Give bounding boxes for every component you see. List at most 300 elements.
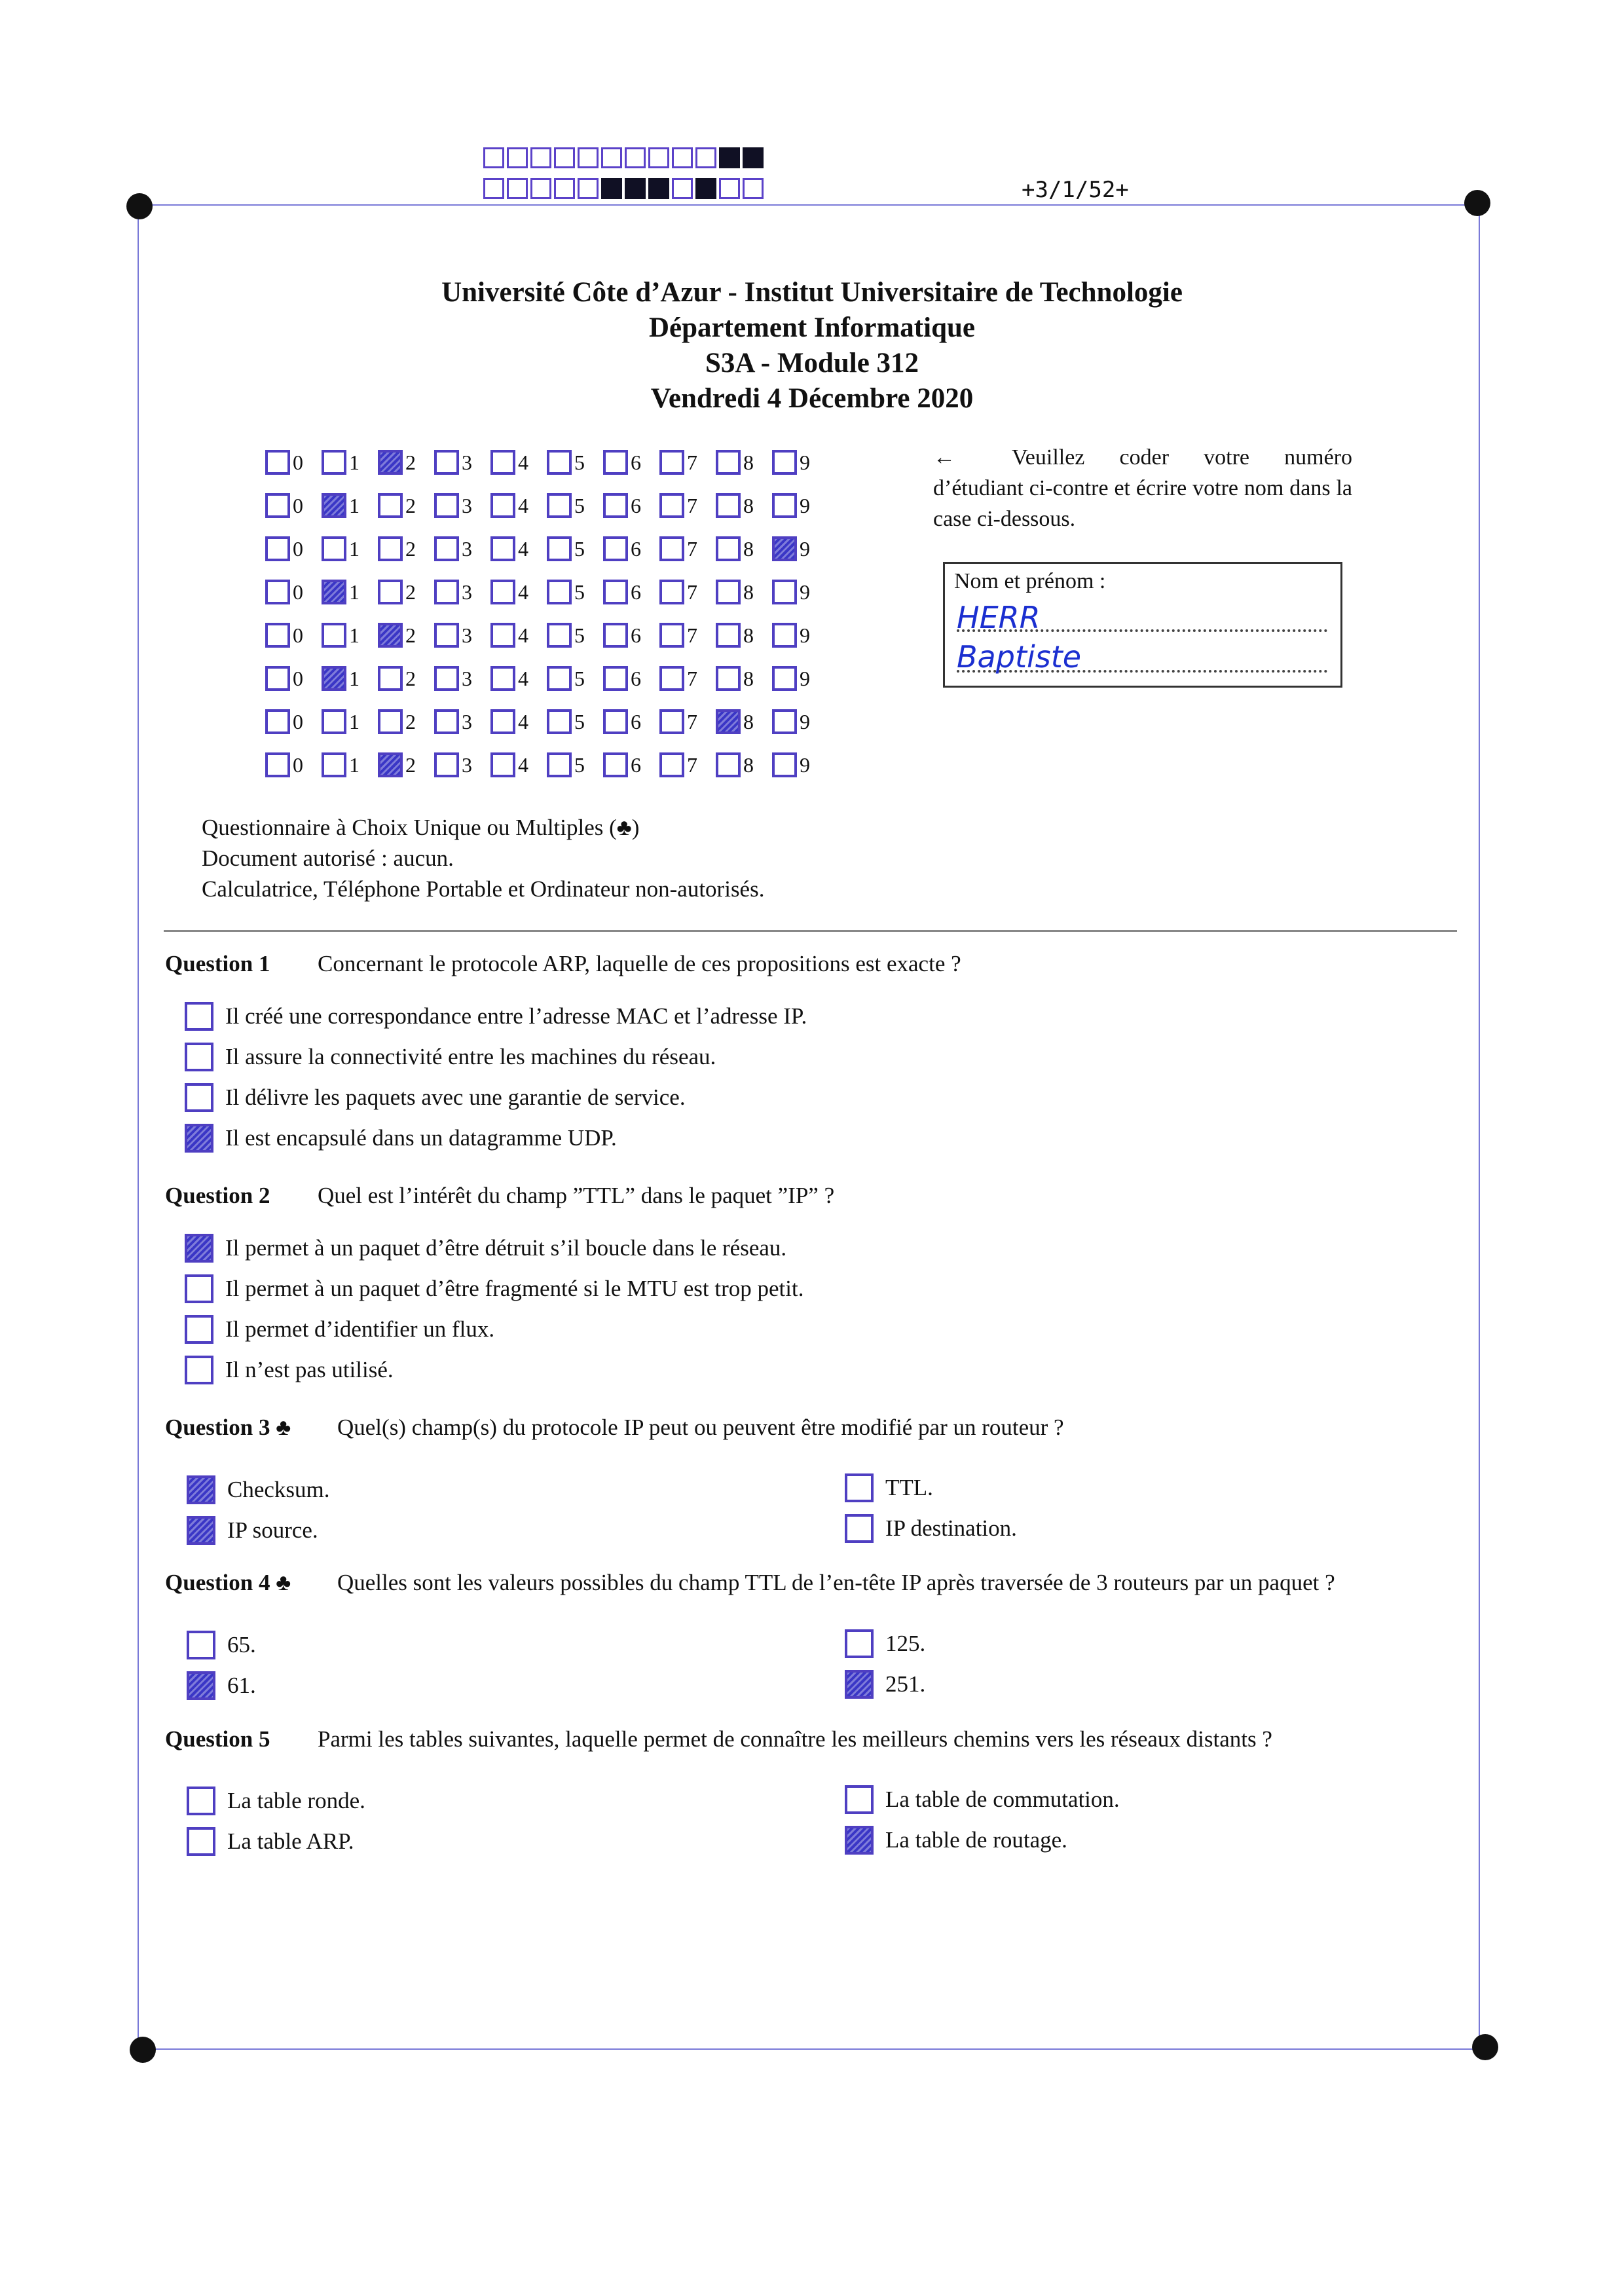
student-id-row (265, 657, 828, 700)
answer-checkbox[interactable] (187, 1631, 215, 1659)
barcode-cell (530, 147, 551, 168)
digit-checkbox[interactable] (716, 493, 741, 518)
answer-checkbox[interactable] (185, 1356, 213, 1384)
digit-checkbox-checked[interactable] (322, 580, 346, 604)
digit-checkbox[interactable] (490, 580, 515, 604)
digit-option[interactable] (716, 493, 772, 518)
digit-checkbox[interactable] (490, 709, 515, 734)
digit-label: 1 (349, 623, 360, 647)
digit-option[interactable] (772, 580, 828, 604)
digit-option[interactable] (772, 623, 828, 648)
digit-checkbox[interactable] (265, 666, 290, 691)
digit-label: 2 (405, 580, 416, 604)
digit-option[interactable] (772, 752, 828, 777)
digit-option[interactable] (265, 623, 322, 648)
digit-option[interactable] (659, 450, 716, 475)
digit-option[interactable] (603, 623, 659, 648)
digit-checkbox[interactable] (490, 450, 515, 475)
digit-checkbox-checked[interactable] (322, 666, 346, 691)
digit-option[interactable] (322, 450, 378, 475)
digit-checkbox[interactable] (265, 450, 290, 475)
digit-option[interactable] (265, 493, 322, 518)
answer-option[interactable] (845, 1670, 925, 1699)
digit-checkbox[interactable] (265, 623, 290, 648)
digit-checkbox[interactable] (716, 450, 741, 475)
digit-checkbox[interactable] (772, 709, 797, 734)
digit-option[interactable] (265, 536, 322, 561)
digit-label: 3 (462, 493, 472, 517)
answer-option[interactable] (187, 1475, 330, 1504)
barcode-cell (507, 147, 528, 168)
digit-checkbox[interactable] (322, 623, 346, 648)
answer-checkbox-checked[interactable] (187, 1671, 215, 1700)
digit-option[interactable] (547, 536, 603, 561)
answer-label: IP destination. (885, 1515, 1017, 1541)
info-devices: Calculatrice, Téléphone Portable et Ordinateur non-autorisés. (202, 876, 765, 902)
answer-option[interactable] (845, 1785, 1120, 1814)
digit-label: 2 (405, 709, 416, 733)
digit-checkbox[interactable] (716, 752, 741, 777)
digit-option[interactable] (434, 666, 490, 691)
digit-option[interactable] (378, 536, 434, 561)
digit-checkbox[interactable] (434, 493, 459, 518)
barcode-row-2 (483, 178, 764, 199)
exam-header (0, 275, 1624, 417)
digit-option[interactable] (434, 450, 490, 475)
digit-option[interactable] (659, 709, 716, 734)
digit-checkbox[interactable] (434, 666, 459, 691)
question-text: Concernant le protocole ARP, laquelle de ces propositions est exacte ? (318, 951, 961, 976)
digit-checkbox[interactable] (378, 493, 403, 518)
question-number: Question 3 ♣ (165, 1415, 291, 1440)
digit-checkbox-checked[interactable] (378, 752, 403, 777)
digit-option[interactable] (434, 709, 490, 734)
digit-label: 4 (518, 709, 528, 733)
digit-label: 3 (462, 536, 472, 561)
digit-option[interactable] (716, 709, 772, 734)
digit-checkbox[interactable] (434, 752, 459, 777)
handwritten-last-name: HERR (957, 600, 1041, 635)
digit-option[interactable] (547, 450, 603, 475)
digit-label: 2 (405, 752, 416, 777)
barcode-cell (601, 147, 622, 168)
digit-checkbox[interactable] (547, 450, 572, 475)
question-text: Quel(s) champ(s) du protocole IP peut ou peuvent être modifié par un routeur ? (337, 1415, 1064, 1440)
digit-option[interactable] (378, 493, 434, 518)
digit-option[interactable] (378, 450, 434, 475)
digit-checkbox[interactable] (434, 450, 459, 475)
digit-checkbox[interactable] (322, 536, 346, 561)
digit-checkbox[interactable] (659, 752, 684, 777)
digit-label: 9 (800, 623, 810, 647)
digit-checkbox[interactable] (603, 580, 628, 604)
digit-option[interactable] (434, 752, 490, 777)
digit-option[interactable] (659, 580, 716, 604)
digit-checkbox[interactable] (772, 493, 797, 518)
digit-checkbox[interactable] (659, 623, 684, 648)
digit-option[interactable] (490, 493, 547, 518)
answer-option[interactable] (185, 1002, 807, 1031)
digit-label: 3 (462, 580, 472, 604)
digit-option[interactable] (547, 752, 603, 777)
name-box-label: Nom et prénom : (954, 569, 1106, 593)
answer-label: Il n’est pas utilisé. (225, 1357, 394, 1382)
digit-option[interactable] (716, 536, 772, 561)
answer-checkbox[interactable] (845, 1473, 874, 1502)
answer-checkbox[interactable] (187, 1827, 215, 1856)
digit-option[interactable] (659, 493, 716, 518)
digit-option[interactable] (434, 493, 490, 518)
answer-checkbox[interactable] (185, 1083, 213, 1112)
digit-option[interactable] (603, 536, 659, 561)
digit-option[interactable] (603, 493, 659, 518)
digit-option[interactable] (603, 450, 659, 475)
digit-checkbox[interactable] (547, 709, 572, 734)
digit-option[interactable] (659, 623, 716, 648)
digit-option[interactable] (490, 709, 547, 734)
digit-option[interactable] (265, 752, 322, 777)
answer-label: Il permet d’identifier un flux. (225, 1316, 495, 1342)
digit-checkbox[interactable] (434, 709, 459, 734)
student-id-row (265, 743, 828, 787)
barcode-cell (625, 147, 646, 168)
digit-checkbox[interactable] (322, 450, 346, 475)
digit-checkbox[interactable] (265, 536, 290, 561)
digit-checkbox[interactable] (490, 752, 515, 777)
digit-checkbox[interactable] (603, 536, 628, 561)
digit-checkbox[interactable] (716, 623, 741, 648)
digit-checkbox[interactable] (772, 580, 797, 604)
answer-option[interactable] (187, 1787, 365, 1815)
digit-checkbox[interactable] (322, 709, 346, 734)
digit-option[interactable] (378, 709, 434, 734)
answer-label: IP source. (227, 1517, 318, 1543)
digit-label: 5 (574, 493, 585, 517)
digit-option[interactable] (322, 493, 378, 518)
answer-checkbox-checked[interactable] (845, 1670, 874, 1699)
digit-label: 7 (687, 666, 697, 690)
digit-option[interactable] (716, 623, 772, 648)
answer-checkbox-checked[interactable] (185, 1124, 213, 1153)
digit-checkbox[interactable] (716, 666, 741, 691)
digit-option[interactable] (716, 580, 772, 604)
barcode-cell (719, 147, 740, 168)
answer-label: 65. (227, 1632, 256, 1657)
answer-checkbox[interactable] (187, 1787, 215, 1815)
digit-option[interactable] (772, 493, 828, 518)
digit-label: 3 (462, 623, 472, 647)
answer-checkbox-checked[interactable] (185, 1234, 213, 1263)
answer-label: La table de commutation. (885, 1787, 1120, 1812)
digit-label: 7 (687, 580, 697, 604)
digit-label: 7 (687, 493, 697, 517)
digit-label: 9 (800, 536, 810, 561)
digit-option[interactable] (265, 580, 322, 604)
digit-label: 4 (518, 623, 528, 647)
digit-checkbox[interactable] (490, 536, 515, 561)
answer-label: TTL. (885, 1475, 933, 1500)
digit-checkbox[interactable] (659, 666, 684, 691)
digit-option[interactable] (603, 580, 659, 604)
digit-checkbox[interactable] (603, 752, 628, 777)
digit-option[interactable] (547, 580, 603, 604)
answer-label: Il permet à un paquet d’être fragmenté si le MTU est trop petit. (225, 1276, 804, 1301)
digit-checkbox[interactable] (490, 493, 515, 518)
answer-option[interactable] (185, 1083, 686, 1112)
question-number: Question 5 (165, 1726, 270, 1752)
digit-option[interactable] (772, 709, 828, 734)
digit-checkbox[interactable] (547, 623, 572, 648)
digit-label: 4 (518, 752, 528, 777)
answer-label: 125. (885, 1631, 926, 1656)
digit-label: 1 (349, 580, 360, 604)
digit-checkbox[interactable] (490, 623, 515, 648)
digit-option[interactable] (603, 666, 659, 691)
digit-checkbox[interactable] (547, 536, 572, 561)
digit-option[interactable] (547, 709, 603, 734)
digit-checkbox-checked[interactable] (772, 536, 797, 561)
digit-option[interactable] (265, 450, 322, 475)
digit-checkbox[interactable] (434, 536, 459, 561)
answer-option[interactable] (187, 1827, 354, 1856)
answer-checkbox[interactable] (185, 1043, 213, 1071)
digit-option[interactable] (378, 752, 434, 777)
barcode-cell (719, 178, 740, 199)
digit-checkbox[interactable] (547, 580, 572, 604)
digit-option[interactable] (322, 623, 378, 648)
answer-checkbox[interactable] (845, 1785, 874, 1814)
digit-option[interactable] (772, 536, 828, 561)
barcode-cell (648, 178, 669, 199)
digit-option[interactable] (716, 666, 772, 691)
digit-checkbox[interactable] (547, 493, 572, 518)
barcode-cell (554, 178, 575, 199)
digit-label: 0 (293, 493, 303, 517)
digit-label: 1 (349, 752, 360, 777)
answer-checkbox-checked[interactable] (845, 1826, 874, 1855)
answer-option[interactable] (185, 1315, 494, 1344)
digit-label: 1 (349, 709, 360, 733)
digit-label: 4 (518, 450, 528, 474)
digit-option[interactable] (490, 623, 547, 648)
digit-label: 6 (631, 536, 641, 561)
student-id-row (265, 614, 828, 657)
digit-checkbox[interactable] (716, 536, 741, 561)
digit-checkbox-checked[interactable] (716, 709, 741, 734)
digit-label: 9 (800, 752, 810, 777)
digit-label: 5 (574, 666, 585, 690)
digit-option[interactable] (378, 623, 434, 648)
registration-mark-top-right (1464, 190, 1490, 216)
question-text: Quel est l’intérêt du champ ”TTL” dans le paquet ”IP” ? (318, 1183, 835, 1208)
digit-label: 5 (574, 580, 585, 604)
digit-label: 4 (518, 536, 528, 561)
digit-checkbox[interactable] (772, 450, 797, 475)
digit-option[interactable] (322, 536, 378, 561)
answer-checkbox[interactable] (185, 1274, 213, 1303)
answer-option[interactable] (845, 1473, 933, 1502)
digit-label: 9 (800, 666, 810, 690)
digit-label: 8 (743, 536, 754, 561)
student-id-row (265, 527, 828, 570)
name-box[interactable] (943, 562, 1342, 688)
digit-option[interactable] (490, 752, 547, 777)
answer-checkbox[interactable] (185, 1002, 213, 1031)
digit-label: 1 (349, 450, 360, 474)
digit-checkbox[interactable] (659, 493, 684, 518)
answer-option[interactable] (185, 1124, 617, 1153)
barcode-cell (672, 178, 693, 199)
exam-info (202, 812, 764, 904)
answer-option[interactable] (845, 1826, 1067, 1855)
digit-label: 5 (574, 752, 585, 777)
digit-label: 9 (800, 450, 810, 474)
digit-label: 3 (462, 709, 472, 733)
digit-label: 6 (631, 493, 641, 517)
barcode-cell (625, 178, 646, 199)
digit-checkbox[interactable] (434, 623, 459, 648)
digit-label: 8 (743, 709, 754, 733)
digit-option[interactable] (434, 623, 490, 648)
answer-checkbox[interactable] (185, 1315, 213, 1344)
answer-checkbox[interactable] (845, 1629, 874, 1658)
digit-label: 2 (405, 623, 416, 647)
digit-checkbox[interactable] (378, 709, 403, 734)
digit-label: 4 (518, 580, 528, 604)
digit-checkbox-checked[interactable] (378, 623, 403, 648)
header-department: Département Informatique (649, 312, 975, 343)
digit-label: 5 (574, 536, 585, 561)
digit-checkbox[interactable] (322, 752, 346, 777)
answer-option[interactable] (185, 1356, 394, 1384)
digit-checkbox-checked[interactable] (322, 493, 346, 518)
digit-label: 2 (405, 493, 416, 517)
digit-option[interactable] (772, 450, 828, 475)
digit-option[interactable] (716, 752, 772, 777)
digit-checkbox[interactable] (603, 493, 628, 518)
digit-checkbox[interactable] (265, 709, 290, 734)
digit-option[interactable] (490, 580, 547, 604)
registration-mark-bottom-right (1472, 2034, 1498, 2060)
digit-checkbox[interactable] (659, 450, 684, 475)
answer-option[interactable] (185, 1234, 786, 1263)
answer-checkbox-checked[interactable] (187, 1475, 215, 1504)
digit-label: 0 (293, 450, 303, 474)
digit-label: 6 (631, 623, 641, 647)
digit-checkbox[interactable] (659, 709, 684, 734)
barcode-cell (578, 178, 599, 199)
digit-option[interactable] (490, 450, 547, 475)
digit-label: 6 (631, 450, 641, 474)
digit-option[interactable] (547, 623, 603, 648)
digit-label: 2 (405, 536, 416, 561)
digit-checkbox[interactable] (490, 666, 515, 691)
digit-option[interactable] (603, 709, 659, 734)
header-date: Vendredi 4 Décembre 2020 (650, 383, 974, 414)
digit-label: 0 (293, 580, 303, 604)
digit-checkbox[interactable] (659, 536, 684, 561)
digit-label: 8 (743, 580, 754, 604)
digit-checkbox[interactable] (547, 752, 572, 777)
digit-label: 3 (462, 752, 472, 777)
digit-option[interactable] (322, 752, 378, 777)
section-divider (164, 930, 1457, 932)
answer-option[interactable] (187, 1671, 256, 1700)
digit-checkbox[interactable] (265, 580, 290, 604)
digit-option[interactable] (434, 580, 490, 604)
digit-option[interactable] (490, 536, 547, 561)
digit-option[interactable] (265, 709, 322, 734)
digit-option[interactable] (772, 666, 828, 691)
digit-label: 8 (743, 493, 754, 517)
digit-option[interactable] (322, 666, 378, 691)
answer-label: La table ARP. (227, 1828, 354, 1854)
digit-option[interactable] (434, 536, 490, 561)
digit-option[interactable] (378, 666, 434, 691)
digit-checkbox[interactable] (772, 623, 797, 648)
digit-checkbox[interactable] (547, 666, 572, 691)
digit-checkbox[interactable] (603, 623, 628, 648)
answer-checkbox-checked[interactable] (187, 1516, 215, 1545)
digit-checkbox[interactable] (603, 666, 628, 691)
digit-option[interactable] (659, 666, 716, 691)
digit-checkbox-checked[interactable] (378, 450, 403, 475)
digit-label: 7 (687, 623, 697, 647)
digit-label: 0 (293, 709, 303, 733)
digit-checkbox[interactable] (659, 580, 684, 604)
digit-checkbox[interactable] (265, 493, 290, 518)
digit-label: 6 (631, 580, 641, 604)
barcode-cell (554, 147, 575, 168)
answer-option[interactable] (185, 1043, 716, 1071)
answer-label: Il assure la connectivité entre les machines du réseau. (225, 1044, 716, 1069)
digit-option[interactable] (322, 580, 378, 604)
digit-option[interactable] (716, 450, 772, 475)
answer-option[interactable] (187, 1631, 256, 1659)
digit-checkbox[interactable] (265, 752, 290, 777)
digit-checkbox[interactable] (378, 666, 403, 691)
digit-checkbox[interactable] (772, 666, 797, 691)
answer-label: 251. (885, 1671, 926, 1697)
digit-option[interactable] (547, 493, 603, 518)
question-number: Question 2 (165, 1183, 270, 1208)
digit-option[interactable] (265, 666, 322, 691)
digit-checkbox[interactable] (772, 752, 797, 777)
barcode-cell (530, 178, 551, 199)
digit-checkbox[interactable] (378, 580, 403, 604)
digit-checkbox[interactable] (716, 580, 741, 604)
answer-option[interactable] (187, 1516, 318, 1545)
digit-checkbox[interactable] (603, 450, 628, 475)
digit-option[interactable] (378, 580, 434, 604)
digit-option[interactable] (603, 752, 659, 777)
answer-option[interactable] (185, 1274, 803, 1303)
digit-checkbox[interactable] (434, 580, 459, 604)
digit-option[interactable] (659, 752, 716, 777)
answer-option[interactable] (845, 1629, 925, 1658)
digit-checkbox[interactable] (378, 536, 403, 561)
answer-option[interactable] (845, 1514, 1017, 1543)
digit-option[interactable] (659, 536, 716, 561)
digit-option[interactable] (322, 709, 378, 734)
student-id-row (265, 570, 828, 614)
student-id-grid (265, 441, 828, 787)
question-text: Parmi les tables suivantes, laquelle permet de connaître les meilleurs chemins vers les réseaux distants ? (318, 1726, 1272, 1752)
digit-option[interactable] (490, 666, 547, 691)
digit-option[interactable] (547, 666, 603, 691)
answer-checkbox[interactable] (845, 1514, 874, 1543)
digit-checkbox[interactable] (603, 709, 628, 734)
